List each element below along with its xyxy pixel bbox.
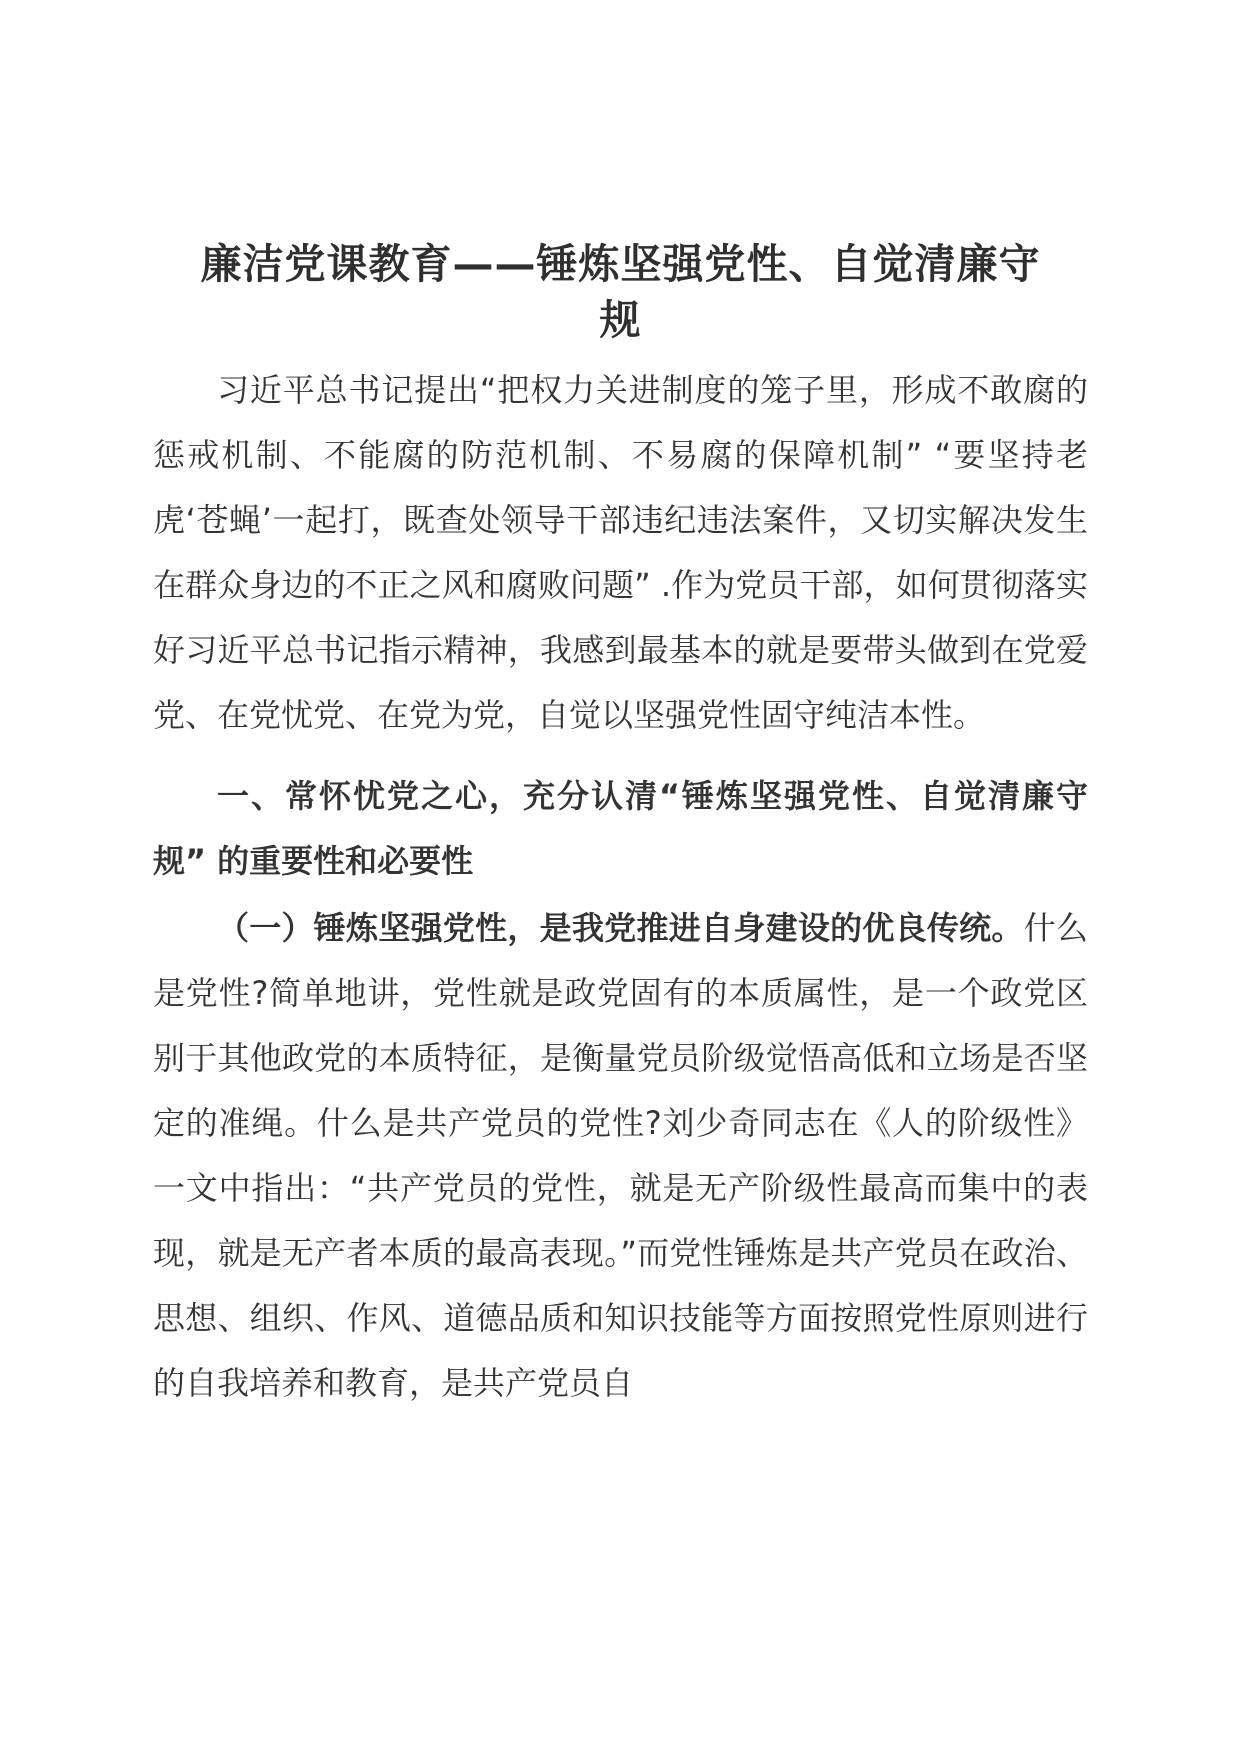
subsection-body: 什么是党性?简单地讲，党性就是政党固有的本质属性，是一个政党区别于其他政党的本质特征，是衡量党员阶级觉悟高低和立场是否坚定的准绳。什么是共产党员的党性?刘少奇同志在《人的阶级性》一文中指出：“共产党员的党性，就是无产阶级性最高而集中的表现，就是无产者本质的最高表现。”而党性锤炼是共产党员在政治、思想、组织、作风、道德品质和知识技能等方面按照党性原则进行的自我培养和教育，是共产党员自: [153, 909, 1088, 1402]
document-page: [153, 236, 1088, 1416]
subsection-lead: （一）锤炼坚强党性，是我党推进自身建设的优良传统。: [217, 909, 1024, 947]
title-line-1: 廉洁党课教育——锤炼坚强党性、自觉清廉守: [200, 240, 1041, 288]
section-heading-1: 一、常怀忧党之心，充分认清“锤炼坚强党性、自觉清廉守规” 的重要性和必要性: [153, 777, 1088, 880]
title-line-2: 规: [599, 296, 642, 344]
intro-paragraph: 习近平总书记提出“把权力关进制度的笼子里，形成不敢腐的惩戒机制、不能腐的防范机制、不易腐的保障机制” “要坚持老虎‘苍蝇’一起打，既查处领导干部违纪违法案件，又切实解决发生在群众身边的不正之风和腐败问题” .作为党员干部，如何贯彻落实好习近平总书记指示精神，我感到最基本的就是要带头做到在党爱党、在党忧党、在党为党，自觉以坚强党性固守纯洁本性。: [153, 371, 1088, 734]
subsection-paragraph-1: [153, 896, 1088, 1416]
document-title: [153, 236, 1088, 348]
